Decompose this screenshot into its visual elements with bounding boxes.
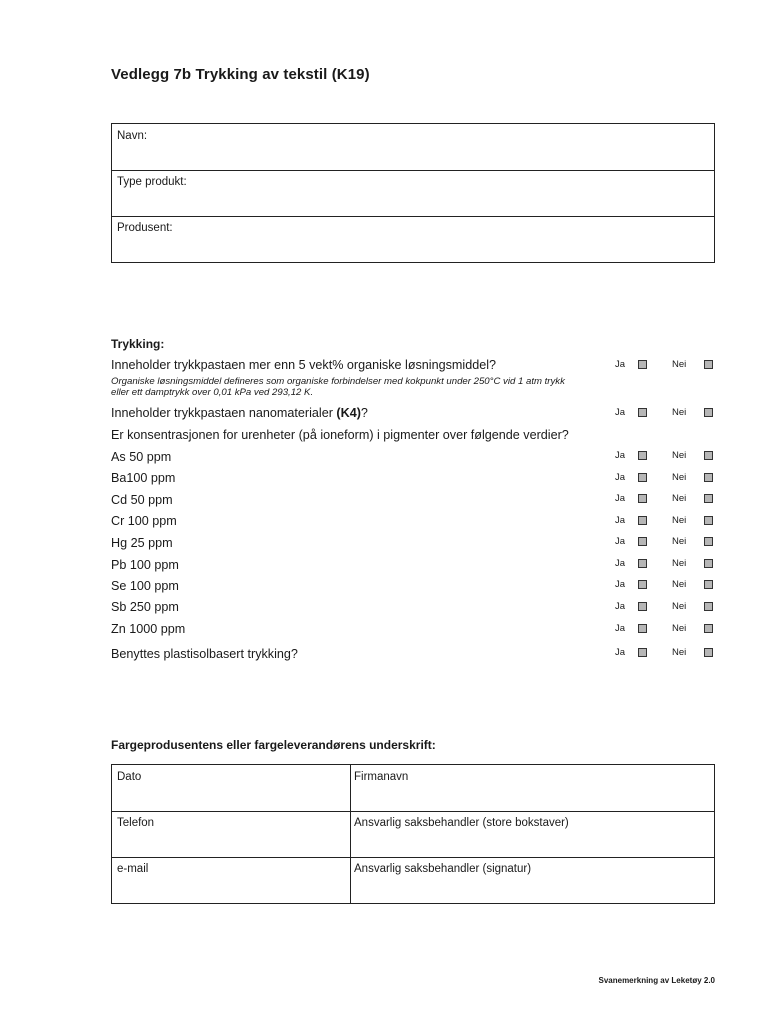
yes-label: Ja <box>615 558 626 569</box>
yes-label: Ja <box>615 647 626 658</box>
company-name-field[interactable] <box>350 765 714 811</box>
email-label: e-mail <box>117 863 149 875</box>
no-label: Nei <box>672 407 687 418</box>
yes-checkbox[interactable] <box>638 537 647 546</box>
question-solvent: Inneholder trykkpastaen mer enn 5 vekt% organiske løsningsmiddel? <box>111 358 497 372</box>
no-label: Nei <box>672 558 687 569</box>
name-field[interactable] <box>112 124 714 170</box>
yes-label: Ja <box>615 472 626 483</box>
metal-limit-item: Cd 50 ppm <box>111 493 173 507</box>
no-checkbox[interactable] <box>704 516 713 525</box>
yes-checkbox[interactable] <box>638 408 647 417</box>
yes-label: Ja <box>615 579 626 590</box>
name-label: Navn: <box>117 130 148 142</box>
phone-label: Telefon <box>117 817 155 829</box>
no-label: Nei <box>672 515 687 526</box>
yes-checkbox[interactable] <box>638 559 647 568</box>
no-checkbox[interactable] <box>704 602 713 611</box>
contact-name-field[interactable] <box>350 811 714 857</box>
yes-checkbox[interactable] <box>638 624 647 633</box>
no-checkbox[interactable] <box>704 559 713 568</box>
yes-label: Ja <box>615 515 626 526</box>
yes-checkbox[interactable] <box>638 451 647 460</box>
yes-checkbox[interactable] <box>638 494 647 503</box>
metal-limit-item: Sb 250 ppm <box>111 600 179 614</box>
no-checkbox[interactable] <box>704 494 713 503</box>
nano-text: Inneholder trykkpastaen nanomaterialer <box>111 406 337 420</box>
producer-label: Produsent: <box>117 222 173 234</box>
yes-label: Ja <box>615 493 626 504</box>
no-checkbox[interactable] <box>704 408 713 417</box>
trykking-heading: Trykking: <box>111 337 165 351</box>
product-type-label: Type produkt: <box>117 176 187 188</box>
date-field[interactable] <box>112 765 350 811</box>
no-checkbox[interactable] <box>704 648 713 657</box>
no-checkbox[interactable] <box>704 360 713 369</box>
question-impurities: Er konsentrasjonen for urenheter (på ioneform) i pigmenter over følgende verdier? <box>111 428 569 442</box>
metal-limit-item: Hg 25 ppm <box>111 536 173 550</box>
metal-limit-item: Cr 100 ppm <box>111 514 177 528</box>
contact-name-label: Ansvarlig saksbehandler (store bokstaver) <box>354 817 569 829</box>
info-box <box>111 123 715 263</box>
question-plastisol: Benyttes plastisolbasert trykking? <box>111 647 298 661</box>
product-type-field[interactable] <box>112 170 714 216</box>
company-name-label: Firmanavn <box>354 771 409 783</box>
yes-checkbox[interactable] <box>638 516 647 525</box>
no-label: Nei <box>672 601 687 612</box>
nano-ref: (K4) <box>336 406 361 420</box>
yes-checkbox[interactable] <box>638 580 647 589</box>
no-checkbox[interactable] <box>704 537 713 546</box>
no-checkbox[interactable] <box>704 473 713 482</box>
footer: Svanemerkning av Leketøy 2.0 <box>598 976 715 985</box>
signature-label: Ansvarlig saksbehandler (signatur) <box>354 863 532 875</box>
phone-field[interactable] <box>112 811 350 857</box>
no-label: Nei <box>672 450 687 461</box>
yes-label: Ja <box>615 450 626 461</box>
yes-checkbox[interactable] <box>638 473 647 482</box>
no-checkbox[interactable] <box>704 624 713 633</box>
producer-field[interactable] <box>112 216 714 262</box>
no-label: Nei <box>672 623 687 634</box>
yes-label: Ja <box>615 623 626 634</box>
metal-limit-item: Ba100 ppm <box>111 471 176 485</box>
signature-box <box>111 764 715 904</box>
metal-limit-item: Pb 100 ppm <box>111 558 179 572</box>
solvent-note: Organiske løsningsmiddel defineres som organiske forbindelser med kokpunkt under 250°C vid 1 atm trykk eller ett damptrykk over 0,01 kPa ved 293,12 K. <box>111 376 565 398</box>
yes-label: Ja <box>615 601 626 612</box>
yes-checkbox[interactable] <box>638 648 647 657</box>
email-field[interactable] <box>112 857 350 903</box>
signature-field[interactable] <box>350 857 714 903</box>
nano-qmark: ? <box>360 406 368 420</box>
metal-limit-item: Se 100 ppm <box>111 579 179 593</box>
no-label: Nei <box>672 359 687 370</box>
yes-label: Ja <box>615 359 626 370</box>
no-checkbox[interactable] <box>704 451 713 460</box>
metal-limit-item: As 50 ppm <box>111 450 172 464</box>
no-label: Nei <box>672 647 687 658</box>
date-label: Dato <box>117 771 142 783</box>
yes-checkbox[interactable] <box>638 602 647 611</box>
signature-heading: Fargeprodusentens eller fargeleverandørens underskrift: <box>111 738 436 752</box>
no-label: Nei <box>672 579 687 590</box>
question-nanomaterials <box>111 406 368 420</box>
metal-limit-item: Zn 1000 ppm <box>111 622 186 636</box>
page-title: Vedlegg 7b Trykking av tekstil (K19) <box>111 66 370 83</box>
yes-checkbox[interactable] <box>638 360 647 369</box>
yes-label: Ja <box>615 536 626 547</box>
yes-label: Ja <box>615 407 626 418</box>
no-checkbox[interactable] <box>704 580 713 589</box>
no-label: Nei <box>672 536 687 547</box>
no-label: Nei <box>672 472 687 483</box>
no-label: Nei <box>672 493 687 504</box>
